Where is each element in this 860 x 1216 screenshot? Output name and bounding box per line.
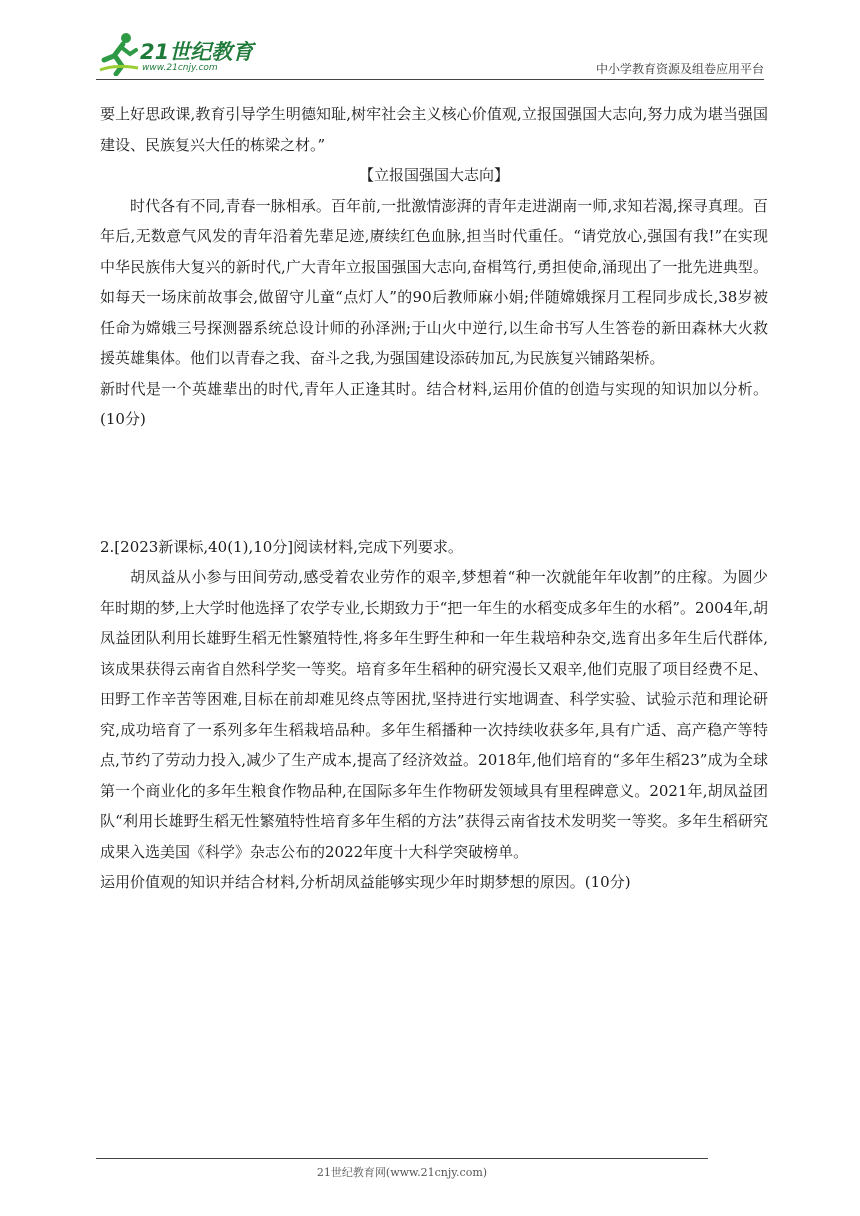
question-1-prompt: 新时代是一个英雄辈出的时代,青年人正逢其时。结合材料,运用价值的创造与实现的知识加以分析。(10分) bbox=[100, 379, 768, 428]
answer-space bbox=[100, 435, 768, 532]
runner-icon bbox=[96, 30, 142, 76]
document-body bbox=[100, 99, 768, 898]
platform-name: 中小学教育资源及组卷应用平台 bbox=[595, 62, 764, 76]
logo-title: 21世纪教育 bbox=[140, 40, 254, 64]
page-header bbox=[96, 30, 764, 82]
question-2-prompt: 运用价值观的知识并结合材料,分析胡凤益能够实现少年时期梦想的原因。(10分) bbox=[100, 873, 631, 891]
question-2-title: 2.[2023新课标,40(1),10分]阅读材料,完成下列要求。 bbox=[100, 537, 463, 556]
section-heading: 【立报国强国大志向】 bbox=[358, 166, 509, 184]
logo-url: www.21cnjy.com bbox=[142, 63, 218, 73]
header-divider bbox=[96, 79, 764, 80]
page-footer[interactable]: 21世纪教育网(www.21cnjy.com) bbox=[316, 1166, 488, 1179]
paragraph-material-2: 胡凤益从小参与田间劳动,感受着农业劳作的艰辛,梦想着“种一次就能年年收割”的庄稼。为圆少年时期的梦,上大学时他选择了农学专业,长期致力于“把一年生的水稻变成多年生的水稻”。2004年,胡凤益团队利用长雄野生稻无性繁殖特性,将多年生野生种和一年生栽培种杂交,选育出多年生后代群体,该成果获得云南省自然科学奖一等奖。培育多年生稻种的研究漫长又艰辛,他们克服了项目经费不足、田野工作辛苦等困难,目标在前却难见终点等困扰,坚持进行实地调查、科学实验、试验示范和理论研究,成功培育了一系列多年生稻栽培品种。多年生稻播种一次持续收获多年,具有广适、高产稳产等特点,节约了劳动力投入,减少了生产成本,提高了经济效益。2018年,他们培育的“多年生稻23”成为全球第一个商业化的多年生粮食作物品种,在国际多年生作物研发领域具有里程碑意义。2021年,胡凤益团队“利用长雄野生稻无性繁殖特性培育多年生稻的方法”获得云南省技术发明奖一等奖。多年生稻研究成果入选美国《科学》杂志公布的2022年度十大科学突破榜单。 bbox=[100, 568, 768, 861]
site-logo[interactable] bbox=[96, 30, 266, 78]
paragraph-material-1: 时代各有不同,青春一脉相承。百年前,一批激情澎湃的青年走进湖南一师,求知若渴,探寻真理。百年后,无数意气风发的青年沿着先辈足迹,赓续红色血脉,担当时代重任。“请党放心,强国有我!”在实现中华民族伟大复兴的新时代,广大青年立报国强国大志向,奋楫笃行,勇担使命,涌现出了一批先进典型。如每天一场床前故事会,做留守儿童“点灯人”的90后教师麻小娟;伴随嫦娥探月工程同步成长,38岁被任命为嫦娥三号探测器系统总设计师的孙泽洲;于山火中逆行,以生命书写人生答卷的新田森林大火救援英雄集体。他们以青春之我、奋斗之我,为强国建设添砖加瓦,为民族复兴铺路架桥。 bbox=[100, 196, 768, 367]
paragraph-intro-continued: 要上好思政课,教育引导学生明德知耻,树牢社会主义核心价值观,立报国强国大志向,努力成为堪当强国建设、民族复兴大任的栋梁之材。” bbox=[100, 105, 768, 154]
footer-divider bbox=[96, 1158, 708, 1159]
